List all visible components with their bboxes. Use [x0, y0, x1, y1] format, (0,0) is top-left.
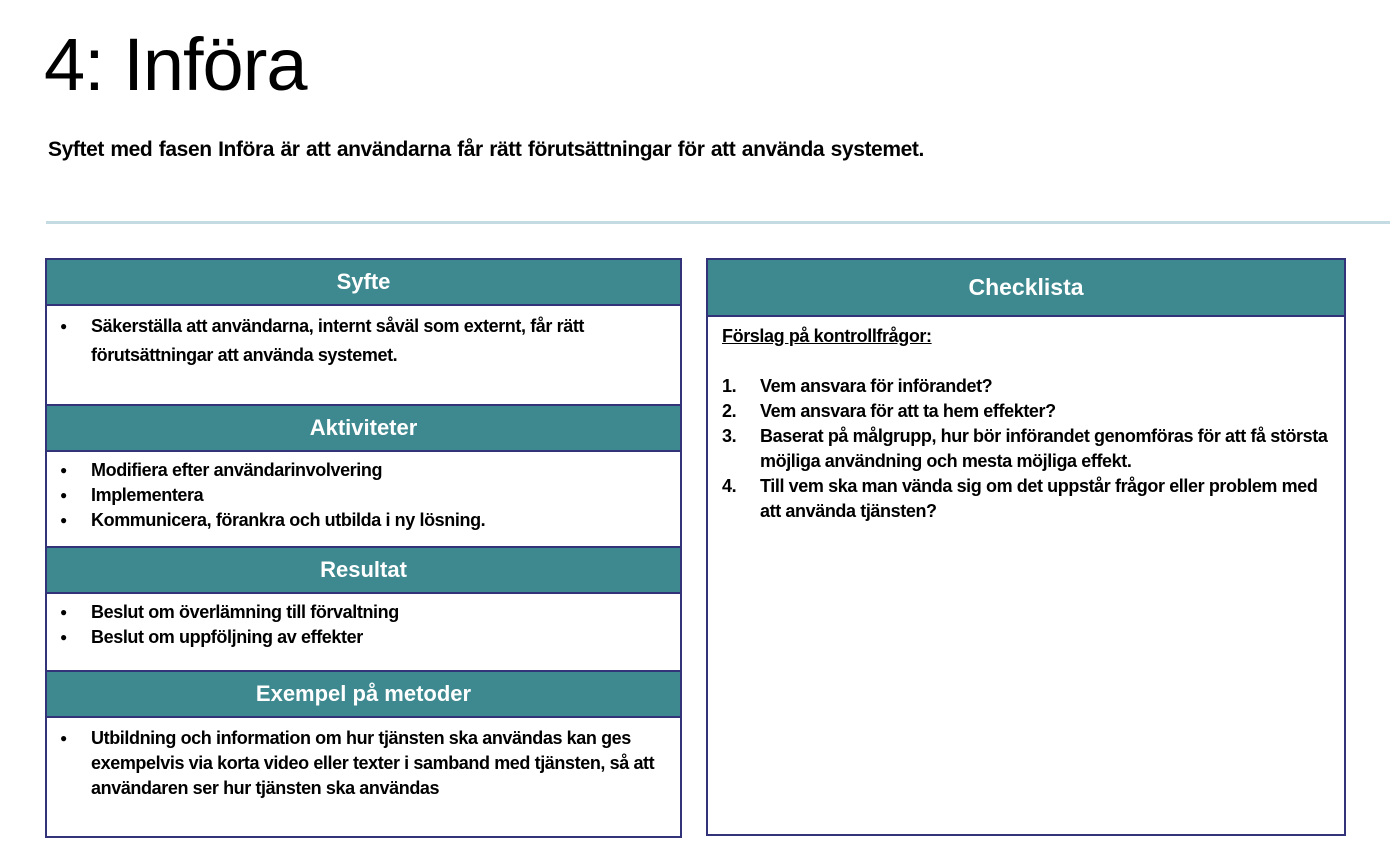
question-item — [722, 474, 1330, 524]
aktiviteter-header — [47, 406, 680, 452]
question-number: 1. — [722, 376, 737, 396]
page-title: 4: Införa — [44, 23, 307, 106]
syfte-header — [47, 260, 680, 306]
resultat-header — [47, 548, 680, 594]
question-number: 4. — [722, 476, 737, 496]
aktiviteter-heading: Aktiviteter — [309, 415, 418, 440]
checklist-heading: Checklista — [968, 274, 1084, 300]
question-text: Vem ansvara för införandet? — [760, 376, 993, 396]
aktiviteter-body — [47, 452, 680, 548]
question-item — [722, 374, 1330, 399]
aktiviteter-item: ● Modifiera efter användarinvolvering — [91, 458, 670, 483]
aktiviteter-item: ● Implementera — [91, 483, 670, 508]
resultat-heading: Resultat — [320, 557, 407, 582]
divider — [46, 221, 1390, 224]
resultat-item: ● Beslut om överlämning till förvaltning — [91, 600, 670, 625]
metoder-header — [47, 672, 680, 718]
checklist-subheading: Förslag på kontrollfrågor: — [722, 326, 932, 346]
syfte-body — [47, 306, 680, 406]
resultat-body — [47, 594, 680, 672]
question-list — [722, 374, 1330, 524]
syfte-heading: Syfte — [336, 269, 391, 294]
metoder-body — [47, 718, 680, 836]
syfte-item: ● Säkerställa att användarna, internt såväl som externt, får rätt förutsättningar att använda systemet. — [91, 312, 670, 370]
question-text: Till vem ska man vända sig om det uppstår frågor eller problem med att använda tjänsten? — [760, 476, 1318, 521]
checklist-body — [722, 324, 1330, 524]
question-item — [722, 399, 1330, 424]
page-subtitle: Syftet med fasen Införa är att användarna får rätt förutsättningar för att använda systemet. — [48, 138, 924, 161]
question-item — [722, 424, 1330, 474]
question-number: 2. — [722, 401, 737, 421]
metoder-heading: Exempel på metoder — [255, 681, 472, 706]
checklist-panel — [706, 258, 1346, 836]
question-text: Baserat på målgrupp, hur bör införandet genomföras för att få största möjliga användning och mesta möjliga effekt. — [760, 426, 1328, 471]
metoder-item: ● Utbildning och information om hur tjänsten ska användas kan ges exempelvis via korta video eller texter i samband med tjänsten, så att användaren ser hur tjänsten ska användas — [91, 726, 670, 801]
resultat-item: ● Beslut om uppföljning av effekter — [91, 625, 670, 650]
aktiviteter-item: ● Kommunicera, förankra och utbilda i ny lösning. — [91, 508, 670, 533]
question-number: 3. — [722, 426, 737, 446]
phase-info-panel — [45, 258, 682, 838]
question-text: Vem ansvara för att ta hem effekter? — [760, 401, 1056, 421]
checklist-header — [708, 260, 1344, 317]
